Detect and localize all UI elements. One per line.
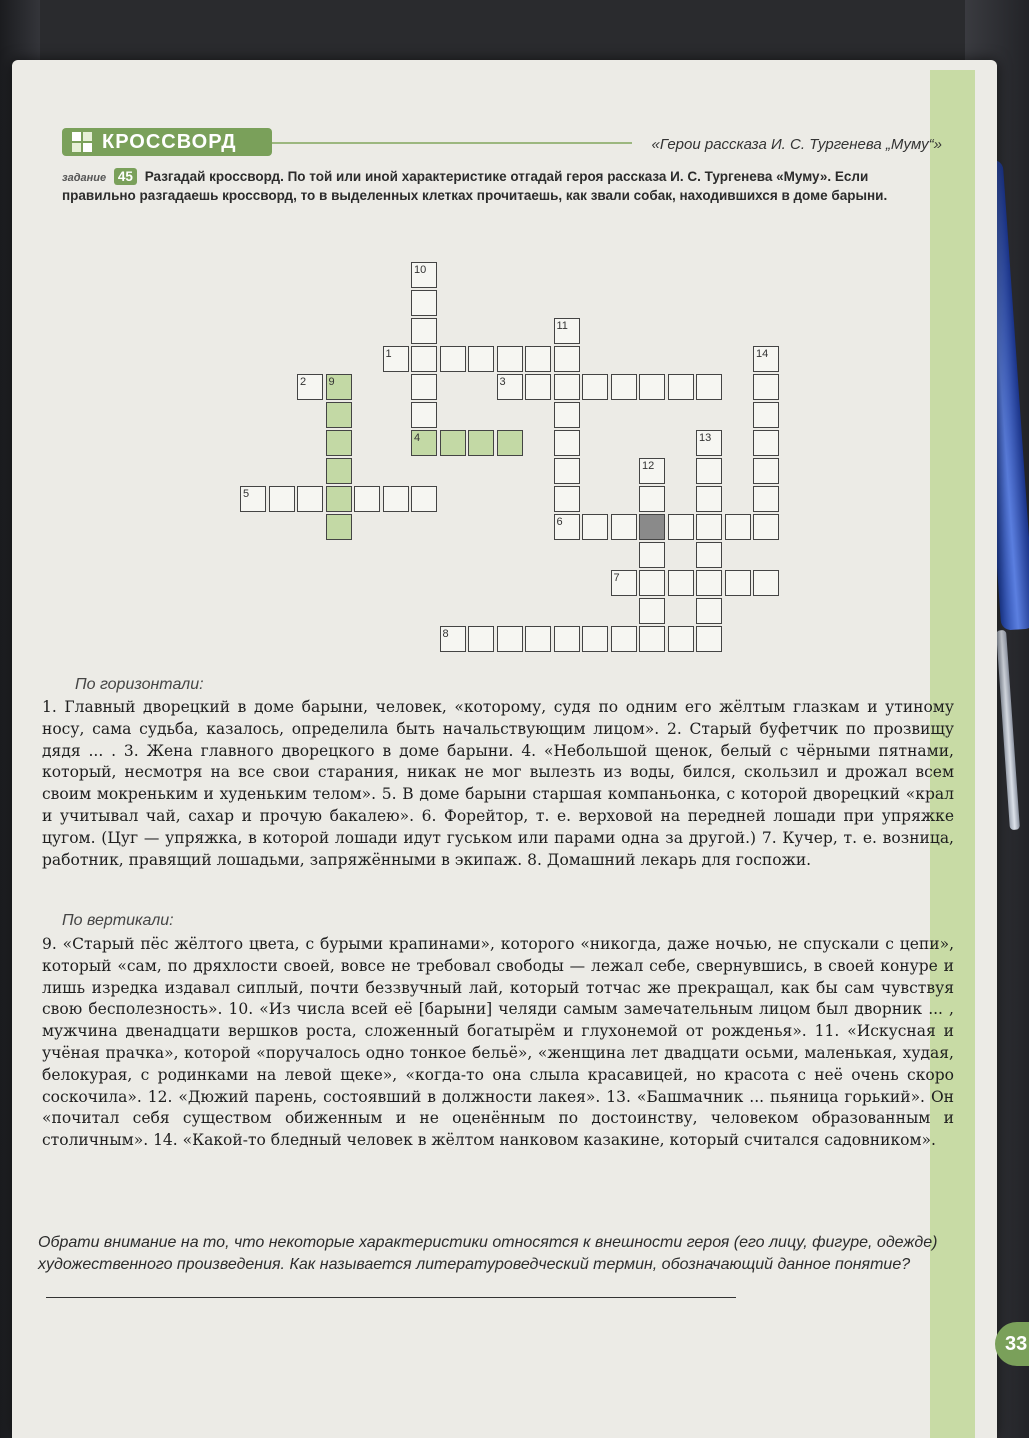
horizontal-heading: По горизонтали: bbox=[75, 676, 204, 693]
crossword-cell[interactable] bbox=[611, 514, 637, 540]
crossword-cell[interactable] bbox=[554, 318, 580, 344]
crossword-cell[interactable] bbox=[582, 514, 608, 540]
clue-number: 2 bbox=[300, 376, 307, 388]
clue-number: 11 bbox=[556, 320, 568, 332]
clue-number: 10 bbox=[414, 264, 427, 276]
vertical-heading: По вертикали: bbox=[62, 912, 174, 929]
horizontal-clues-text: 1. Главный дворецкий в доме барыни, человек, «которому, судя по одним его жёлтым глазкам и утиному носу, сама судьба, казалось, определила быть начальствующим лицом». 2. Старый буфетчик по прозвищу дядя ... . 3. Жена главного дворецкого в доме барыни. 4. «Небольшой щенок, белый с чёрными пятнами, который, несмотря на все свои старания, никак не мог вылезть из воды, бился, скользил и дрожал всем своим мокреньким и худеньким телом». 5. В доме барыни старшая компаньонка, с которой дворецкий «крал и учитывал чай, сахар и прочую бакалею». 6. Форейтор, т. е. верховой на передней лошади при упряжке цугом. (Цуг — упряжка, в которой лошади идут гуськом или парами одна за другой.) 7. Кучер, т. е. возница, работник, правящий лошадьми, запряжёнными в экипаж. 8. Домашний лекарь для госпожи. bbox=[42, 698, 954, 869]
crossword-cell[interactable] bbox=[611, 626, 637, 652]
crossword-cell[interactable] bbox=[696, 374, 722, 400]
crossword-cell[interactable] bbox=[639, 514, 665, 540]
crossword-cell[interactable] bbox=[696, 598, 722, 624]
crossword-cell[interactable] bbox=[326, 514, 352, 540]
crossword-cell[interactable] bbox=[497, 346, 523, 372]
crossword-cell[interactable] bbox=[639, 374, 665, 400]
clue-number: 14 bbox=[756, 348, 769, 360]
crossword-cell[interactable] bbox=[696, 570, 722, 596]
answer-line[interactable] bbox=[46, 1283, 736, 1298]
crossword-cell[interactable] bbox=[326, 458, 352, 484]
crossword-cell[interactable] bbox=[753, 486, 779, 512]
crossword-cell[interactable] bbox=[668, 626, 694, 652]
crossword-cell[interactable] bbox=[753, 346, 779, 372]
crossword-cell[interactable] bbox=[639, 542, 665, 568]
crossword-cell[interactable] bbox=[554, 402, 580, 428]
crossword-cell[interactable] bbox=[554, 374, 580, 400]
task-number: 45 bbox=[114, 168, 137, 185]
puzzle-icon bbox=[70, 130, 94, 154]
vertical-clues-text: 9. «Старый пёс жёлтого цвета, с бурыми крапинами», которого «никогда, даже ночью, не спускали с цепи», который «сам, по дряхлости своей, вовсе не требовал свободы — лежал себе, свернувшись, в своей конуре и лишь изредка издавал сиплый, почти беззвучный лай, который тотчас же прекращал, как бы сам чувствуя свою бесполезность». 10. «Из числа всей её [барыни] челяди самым замечательным лицом был дворник ... , мужчина двенадцати вершков роста, сложенный богатырём и глухонемой от рожденья». 11. «Искусная и учёная прачка», которой «поручалось одно тонкое бельё», «женщина лет двадцати осьми, маленькая, худая, белокурая, с родинками на левой щеке», «когда-то она слыла красавицей, но красота с неё очень скоро соскочила». 12. «Дюжий парень, состоявший в должности лакея». 13. «Башмачник ... пьяница горький». Он «почитал себя существом обиженным и не оценённым по достоинству, человеком образованным и столичным». 14. «Какой-то бледный человек в жёлтом нанковом казакине, который считался садовником». bbox=[42, 935, 954, 1150]
task-text: Разгадай кроссворд. По той или иной характеристике отгадай героя рассказа И. С. Тургенева «Муму». Если правильно разгадаешь кроссворд, то в выделенных клетках прочитаешь, как звали собак, находившихся в доме барыни. bbox=[62, 169, 888, 203]
crossword-cell[interactable] bbox=[668, 514, 694, 540]
crossword-cell[interactable] bbox=[639, 626, 665, 652]
crossword-cell[interactable] bbox=[725, 514, 751, 540]
crossword-cell[interactable] bbox=[554, 486, 580, 512]
section-subtitle: «Герои рассказа И. С. Тургенева „Муму“» bbox=[651, 136, 942, 153]
crossword-cell[interactable] bbox=[440, 626, 466, 652]
crossword-cell[interactable] bbox=[411, 402, 437, 428]
crossword-cell[interactable] bbox=[668, 570, 694, 596]
crossword-cell[interactable] bbox=[753, 514, 779, 540]
crossword-cell[interactable] bbox=[582, 374, 608, 400]
clue-number: 8 bbox=[442, 628, 449, 640]
crossword-cell[interactable] bbox=[525, 346, 551, 372]
crossword-cell[interactable] bbox=[725, 570, 751, 596]
crossword-cell[interactable] bbox=[468, 346, 494, 372]
crossword-cell[interactable] bbox=[554, 346, 580, 372]
crossword-cell[interactable] bbox=[383, 486, 409, 512]
crossword-cell[interactable] bbox=[468, 430, 494, 456]
crossword-cell[interactable] bbox=[468, 626, 494, 652]
crossword-cell[interactable] bbox=[554, 626, 580, 652]
crossword-cell[interactable] bbox=[554, 458, 580, 484]
crossword-cell[interactable] bbox=[696, 626, 722, 652]
crossword-cell[interactable] bbox=[326, 402, 352, 428]
crossword-cell[interactable] bbox=[269, 486, 295, 512]
crossword-cell[interactable] bbox=[497, 626, 523, 652]
crossword-cell[interactable] bbox=[411, 318, 437, 344]
crossword-cell[interactable] bbox=[525, 374, 551, 400]
header-rule bbox=[272, 142, 632, 144]
clue-number: 9 bbox=[328, 376, 335, 388]
task-label: задание bbox=[62, 172, 107, 184]
crossword-cell[interactable] bbox=[753, 402, 779, 428]
crossword-cell[interactable] bbox=[639, 486, 665, 512]
clue-number: 5 bbox=[243, 488, 250, 500]
vertical-clues bbox=[42, 934, 954, 1152]
crossword-cell[interactable] bbox=[554, 514, 580, 540]
crossword-cell[interactable] bbox=[753, 374, 779, 400]
crossword-cell[interactable] bbox=[383, 346, 409, 372]
crossword-grid bbox=[240, 262, 769, 642]
horizontal-clues bbox=[42, 697, 954, 871]
section-header bbox=[62, 128, 942, 158]
crossword-cell[interactable] bbox=[611, 570, 637, 596]
crossword-cell[interactable] bbox=[411, 262, 437, 288]
crossword-cell[interactable] bbox=[668, 374, 694, 400]
crossword-cell[interactable] bbox=[753, 458, 779, 484]
crossword-cell[interactable] bbox=[696, 514, 722, 540]
logo-text: КРОССВОРД bbox=[102, 131, 237, 153]
crossword-cell[interactable] bbox=[411, 374, 437, 400]
crossword-cell[interactable] bbox=[696, 458, 722, 484]
clue-number: 1 bbox=[385, 348, 392, 360]
crossword-cell[interactable] bbox=[354, 486, 380, 512]
crossword-cell[interactable] bbox=[326, 430, 352, 456]
clue-number: 7 bbox=[613, 572, 620, 584]
crossword-cell[interactable] bbox=[440, 346, 466, 372]
bottom-question-text: Обрати внимание на то, что некоторые характеристики относятся к внешности героя (его лицу, фигуре, одежде) художественного произведения. Как называется литературоведческий термин, обозначающий данное понятие? bbox=[38, 1234, 938, 1273]
crossword-cell[interactable] bbox=[411, 486, 437, 512]
crossword-cell[interactable] bbox=[440, 430, 466, 456]
crossword-cell[interactable] bbox=[753, 570, 779, 596]
crossword-cell[interactable] bbox=[497, 374, 523, 400]
crossword-cell[interactable] bbox=[326, 374, 352, 400]
crossword-cell[interactable] bbox=[554, 430, 580, 456]
crossword-cell[interactable] bbox=[411, 290, 437, 316]
crossword-cell[interactable] bbox=[582, 626, 608, 652]
section-logo bbox=[62, 128, 272, 156]
crossword-cell[interactable] bbox=[639, 570, 665, 596]
crossword-cell[interactable] bbox=[696, 542, 722, 568]
clue-number: 4 bbox=[414, 432, 421, 444]
page-number: 33 bbox=[995, 1322, 1029, 1366]
clue-number: 13 bbox=[699, 432, 712, 444]
crossword-cell[interactable] bbox=[326, 486, 352, 512]
task-instructions bbox=[62, 168, 922, 204]
crossword-cell[interactable] bbox=[639, 458, 665, 484]
crossword-cell[interactable] bbox=[411, 346, 437, 372]
crossword-cell[interactable] bbox=[497, 430, 523, 456]
crossword-cell[interactable] bbox=[411, 430, 437, 456]
crossword-cell[interactable] bbox=[696, 430, 722, 456]
crossword-cell[interactable] bbox=[696, 486, 722, 512]
clue-number: 12 bbox=[642, 460, 655, 472]
crossword-cell[interactable] bbox=[525, 626, 551, 652]
crossword-cell[interactable] bbox=[611, 374, 637, 400]
crossword-cell[interactable] bbox=[240, 486, 266, 512]
bottom-question bbox=[38, 1232, 956, 1298]
clue-number: 6 bbox=[556, 516, 563, 528]
crossword-cell[interactable] bbox=[297, 486, 323, 512]
crossword-cell[interactable] bbox=[297, 374, 323, 400]
crossword-cell[interactable] bbox=[639, 598, 665, 624]
clue-number: 3 bbox=[499, 376, 506, 388]
crossword-cell[interactable] bbox=[753, 430, 779, 456]
